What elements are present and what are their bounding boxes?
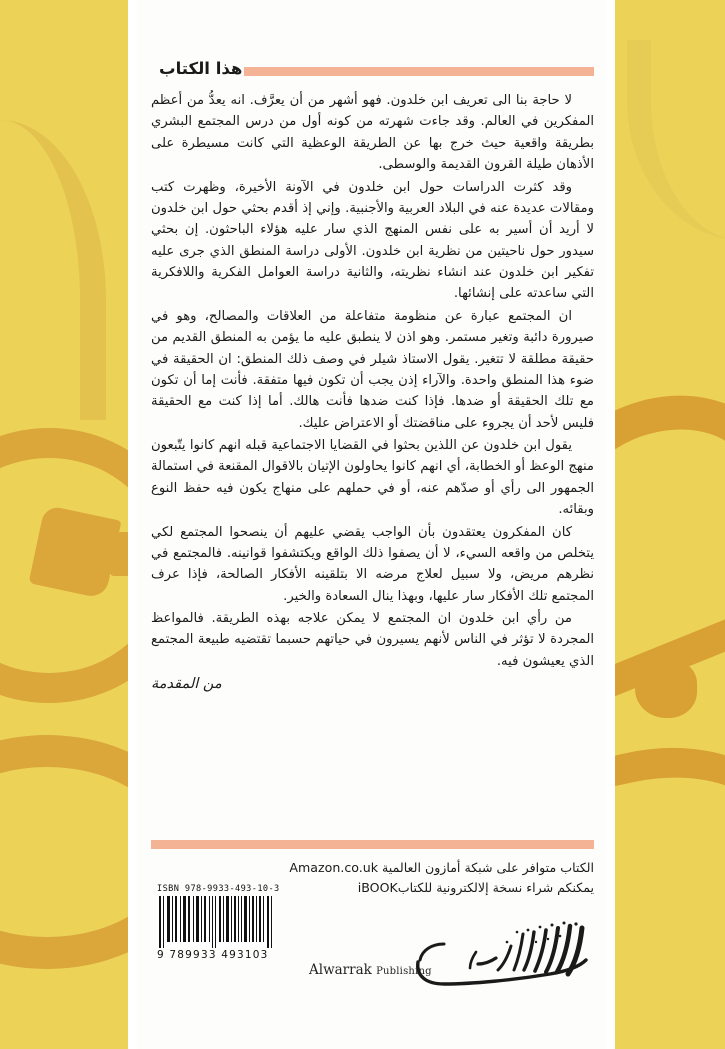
right-decorative-panel <box>615 0 725 1049</box>
footer-accent-bar <box>151 840 594 849</box>
ornament-loop-lower <box>0 735 128 969</box>
publisher-suffix: Publishing <box>376 966 432 977</box>
amazon-availability-line: الكتاب متوافر على شبكة أمازون العالمية Amazon.co.uk <box>289 860 594 875</box>
page-title: هذا الكتاب <box>159 58 243 78</box>
page-content <box>151 0 594 1049</box>
publisher-logo-arabic <box>410 918 590 998</box>
blurb-text <box>151 90 594 672</box>
right-gutter <box>606 0 615 1049</box>
section-heading <box>151 52 594 78</box>
barcode-digits: 9 789933 493103 <box>157 949 269 961</box>
ornament-swoop-stroke <box>615 721 725 913</box>
paragraph: لا حاجة بنا الى تعريف ابن خلدون. فهو أشهر من أن يعرَّف. انه يعدُّ من أعظم المفكرين في العالم. وقد جاءت شهرته من كونه أول من درس المجتمع البشري بطريقة واقعية حيث خرج بها عن الطريقة الوعظية التي كانت مسيطرة على الأذهان طيلة القرون القديمة والوسطى. <box>151 93 594 173</box>
paragraph: يقول ابن خلدون عن اللذين بحثوا في القضايا الاجتماعية قبله انهم كانوا يتّبعون منهج الوعظ أو الخطابة، أي انهم كانوا يحاولون الإتيان بالاقوال المقنعة في استمالة الجمهور الى رأي أو صدّهم عنه، أو في حملهم على منهاج يكون فيه حفظ النوع وبقائه. <box>151 438 594 518</box>
barcode-block <box>157 884 280 961</box>
left-gutter <box>128 0 137 1049</box>
paragraph: كان المفكرون يعتقدون بأن الواجب يقضي عليهم أن ينصحوا المجتمع لكي يتخلص من واقعه السيء، لا أن يصفوا ذلك الواقع ويكتشفوا قوانينه. فالمجتمع في نظرهم مريض، ولا سبيل لعلاج مرضه الا بتلقينه الأفكار الصالحة، فإذا عرف المجتمع تلك الأفكار سار عليها، وبهذا ينال السعادة والخير. <box>151 524 594 604</box>
heading-accent-bar <box>244 67 594 76</box>
barcode-image <box>157 896 275 948</box>
ornament-stroke-top-right <box>627 40 725 240</box>
page-body <box>137 0 606 1049</box>
ornament-stroke-upper-left <box>0 120 106 420</box>
publisher-name: Alwarrak <box>309 962 372 978</box>
paragraph: ان المجتمع عبارة عن منظومة متفاعلة من العلاقات والمصالح، وهو في صيرورة دائبة وتغير مستمر. وهو اذن لا ينطبق عليه ما يؤمن به المنطق القديم من حقيقة مطلقة لا تتغير. يقول الاستاذ شيلر في وصف ذلك المنطق: ان الحقيقة في ضوء هذا المنطق واحدة. والآراء إذن يجب أن تكون فيها متفقة. فأنت إما أن تكون مع تلك الحقيقة أو ضدها. فإذا كنت ضدها فأنت هالك. أما إذا كنت مع الحقيقة فليس لأحد أن يجروء على مناقضتك أو الاعتراض عليك. <box>151 308 594 431</box>
ornament-hook-stroke <box>615 369 725 611</box>
isbn-label: ISBN 978-9933-493-10-3 <box>157 884 280 894</box>
left-decorative-panel <box>0 0 128 1049</box>
ornament-knot-upper <box>29 505 122 599</box>
paragraph: وقد كثرت الدراسات حول ابن خلدون في الآونة الأخيرة، وظهرت كتب ومقالات عديدة عنه في البلاد العربية والأجنبية. وإني إذ أقدم بحثي حول ابن خلدون لا أريد أن أسير به على نفس المنهج الذي سار عليه هؤلاء الباحثون. إن بحثي سيدور حول ناحيتين من نظرية ابن خلدون. الأولى دراسة المنطق الذي جرى عليه تفكير ابن خلدون عند انشاء نظريته، والثانية دراسة العوامل الفكرية واللافكرية التي ساعدته على إنشائها. <box>151 179 594 302</box>
ornament-knot-upper-secondary <box>110 532 128 576</box>
ebook-availability-line: يمكنكم شراء نسخة إلالكترونية للكتابiBOOK <box>357 880 594 896</box>
paragraph: من رأي ابن خلدون ان المجتمع لا يمكن علاجه بهذه الطريقة. فالمواعظ المجردة لا تؤثر في الناس لأنهم يسيرون في حياتهم حسبما تقتضيه طبيعة المجتمع الذي يعيشون فيه. <box>151 611 594 669</box>
source-attribution: من المقدمة <box>151 676 222 693</box>
